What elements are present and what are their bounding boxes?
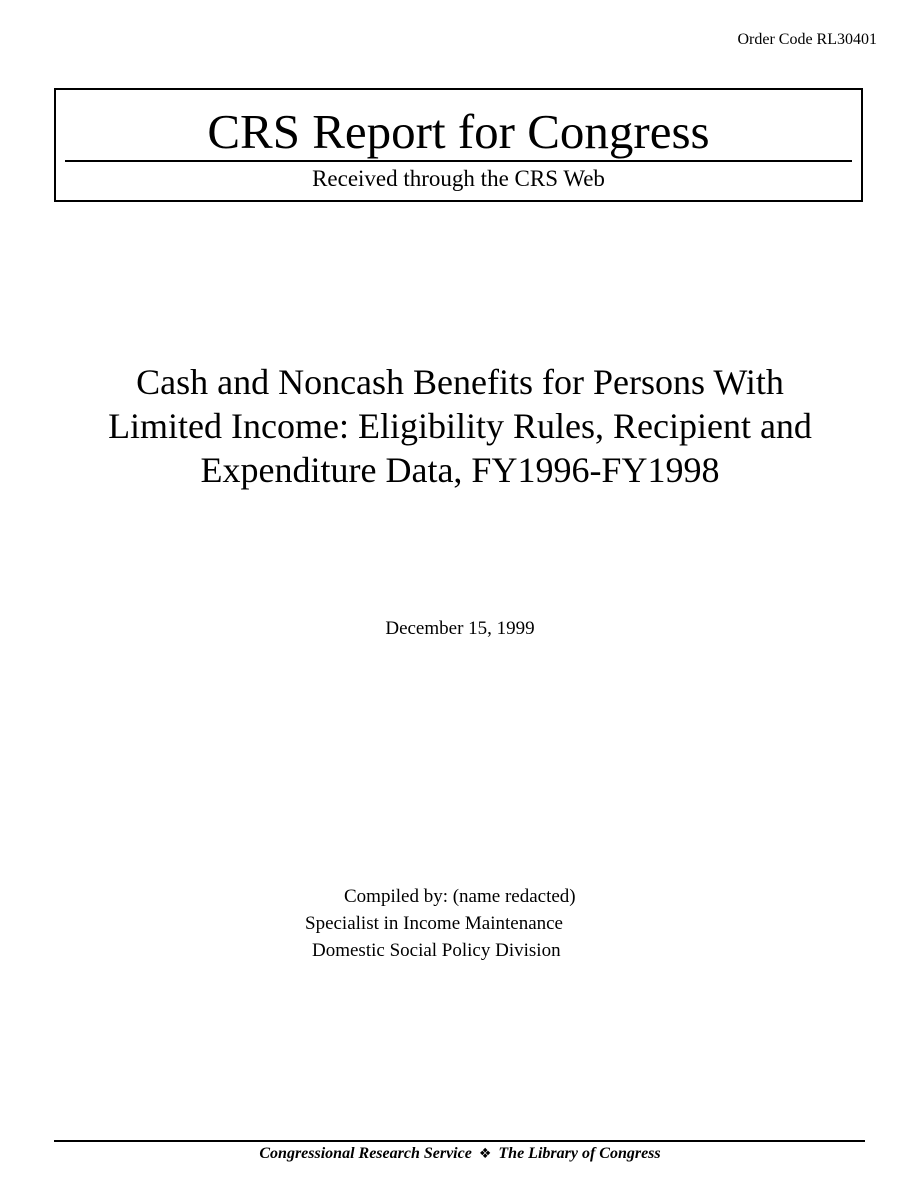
report-header-subtitle: Received through the CRS Web [312,166,605,191]
report-header-title: CRS Report for Congress [207,104,710,159]
footer-organization: Congressional Research Service [259,1145,472,1162]
author-title: Specialist in Income Maintenance [305,913,563,934]
diamond-icon: ❖ [478,1146,492,1162]
document-title-line-2: Limited Income: Eligibility Rules, Recipient and [108,406,812,446]
footer [0,1143,920,1165]
report-header-box [54,88,863,202]
footer-library: The Library of Congress [498,1145,661,1162]
author-division: Domestic Social Policy Division [312,940,561,961]
document-title [40,360,880,492]
author-compiled-by: Compiled by: (name redacted) [344,886,576,907]
document-title-line-3: Expenditure Data, FY1996-FY1998 [200,450,720,490]
document-title-line-1: Cash and Noncash Benefits for Persons With [136,362,784,402]
footer-divider [54,1140,865,1142]
document-date: December 15, 1999 [385,618,535,639]
header-divider [65,160,852,162]
order-code: Order Code RL30401 [737,31,877,48]
